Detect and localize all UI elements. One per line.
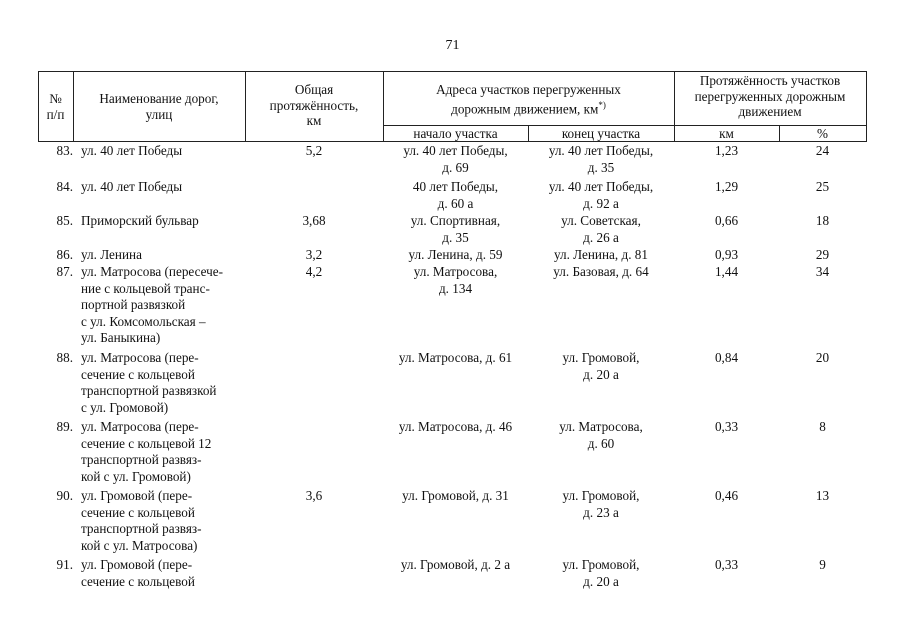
segment-end: ул. Громовой, д. 20 а bbox=[562, 557, 640, 589]
header-road-name: Наименование дорог, улиц bbox=[99, 91, 219, 122]
row-number: 87. bbox=[56, 264, 73, 279]
row-number: 86. bbox=[56, 247, 73, 262]
congested-percent: 9 bbox=[819, 557, 826, 572]
header-percent: % bbox=[817, 126, 828, 141]
row-number: 89. bbox=[56, 419, 73, 434]
congested-percent: 29 bbox=[815, 247, 830, 262]
header-addresses: Адреса участков перегруженных дорожным движением, км*) bbox=[436, 82, 621, 116]
segment-start: ул. 40 лет Победы, д. 69 bbox=[403, 143, 508, 175]
row-number: 83. bbox=[56, 143, 73, 158]
congested-km: 0,46 bbox=[714, 488, 739, 503]
congested-percent: 34 bbox=[815, 264, 830, 279]
congested-km: 0,84 bbox=[714, 350, 739, 365]
segment-start: ул. Громовой, д. 31 bbox=[402, 488, 509, 503]
segment-start: 40 лет Победы, д. 60 а bbox=[412, 179, 499, 211]
footnote-mark: *) bbox=[598, 99, 606, 110]
segment-end: ул. Советская, д. 26 а bbox=[561, 213, 641, 245]
congested-percent: 13 bbox=[815, 488, 830, 503]
total-length: 5,2 bbox=[305, 143, 323, 158]
congested-km: 0,33 bbox=[714, 419, 739, 434]
congested-km: 1,23 bbox=[714, 143, 739, 158]
congested-km: 0,33 bbox=[714, 557, 739, 572]
segment-end: ул. 40 лет Победы, д. 35 bbox=[548, 143, 654, 175]
table-top-border bbox=[38, 71, 867, 72]
total-length: 4,2 bbox=[305, 264, 323, 279]
row-number: 84. bbox=[56, 179, 73, 194]
segment-start: ул. Громовой, д. 2 а bbox=[400, 557, 511, 572]
segment-end: ул. Базовая, д. 64 bbox=[553, 264, 649, 279]
segment-start: ул. Ленина, д. 59 bbox=[408, 247, 503, 262]
col-divider bbox=[866, 71, 867, 141]
segment-end: ул. Громовой, д. 20 а bbox=[562, 350, 640, 382]
congested-km: 1,44 bbox=[714, 264, 739, 279]
segment-start: ул. Матросова, д. 46 bbox=[398, 419, 513, 434]
segment-start: ул. Спортивная, д. 35 bbox=[410, 213, 501, 245]
road-name: ул. Матросова (пере- сечение с кольцевой транспортной развязкой с ул. Громовой) bbox=[81, 350, 217, 415]
road-name: ул. Матросова (пере- сечение с кольцевой 12 транспортной развяз- кой с ул. Громовой) bbox=[81, 419, 212, 484]
header-km: км bbox=[719, 126, 734, 141]
total-length: 3,2 bbox=[305, 247, 323, 262]
header-num: № п/п bbox=[46, 91, 65, 122]
header-start: начало участка bbox=[413, 126, 498, 141]
congested-percent: 25 bbox=[815, 179, 830, 194]
header-total-length: Общая протяжённость, км bbox=[269, 82, 359, 128]
congested-km: 1,29 bbox=[714, 179, 739, 194]
road-name: ул. 40 лет Победы bbox=[81, 143, 183, 158]
row-number: 91. bbox=[56, 557, 73, 572]
road-name: ул. Громовой (пере- сечение с кольцевой bbox=[81, 557, 195, 589]
header-end: конец участка bbox=[561, 126, 641, 141]
segment-end: ул. 40 лет Победы, д. 92 а bbox=[548, 179, 654, 211]
header-congested-length: Протяжённость участков перегруженных дорожным движением bbox=[694, 73, 846, 119]
row-number: 88. bbox=[56, 350, 73, 365]
total-length: 3,6 bbox=[305, 488, 323, 503]
row-number: 85. bbox=[56, 213, 73, 228]
segment-end: ул. Громовой, д. 23 а bbox=[562, 488, 640, 520]
road-name: ул. Ленина bbox=[81, 247, 142, 262]
congested-percent: 18 bbox=[815, 213, 830, 228]
road-name: ул. Громовой (пере- сечение с кольцевой транспортной развяз- кой с ул. Матросова) bbox=[81, 488, 202, 553]
page-number: 71 bbox=[445, 38, 460, 53]
road-name: Приморский бульвар bbox=[81, 213, 199, 228]
segment-start: ул. Матросова, д. 134 bbox=[413, 264, 498, 296]
congested-percent: 24 bbox=[815, 143, 830, 158]
total-length: 3,68 bbox=[302, 213, 326, 228]
segment-end: ул. Ленина, д. 81 bbox=[553, 247, 648, 262]
segment-end: ул. Матросова, д. 60 bbox=[559, 419, 643, 451]
road-name: ул. Матросова (пересече- ние с кольцевой транс- портной развязкой с ул. Комсомольская – ул. Баныкина) bbox=[81, 264, 224, 346]
congested-percent: 8 bbox=[819, 419, 826, 434]
congested-km: 0,66 bbox=[714, 213, 739, 228]
congested-km: 0,93 bbox=[714, 247, 739, 262]
segment-start: ул. Матросова, д. 61 bbox=[398, 350, 513, 365]
row-number: 90. bbox=[56, 488, 73, 503]
congested-percent: 20 bbox=[815, 350, 830, 365]
road-name: ул. 40 лет Победы bbox=[81, 179, 183, 194]
